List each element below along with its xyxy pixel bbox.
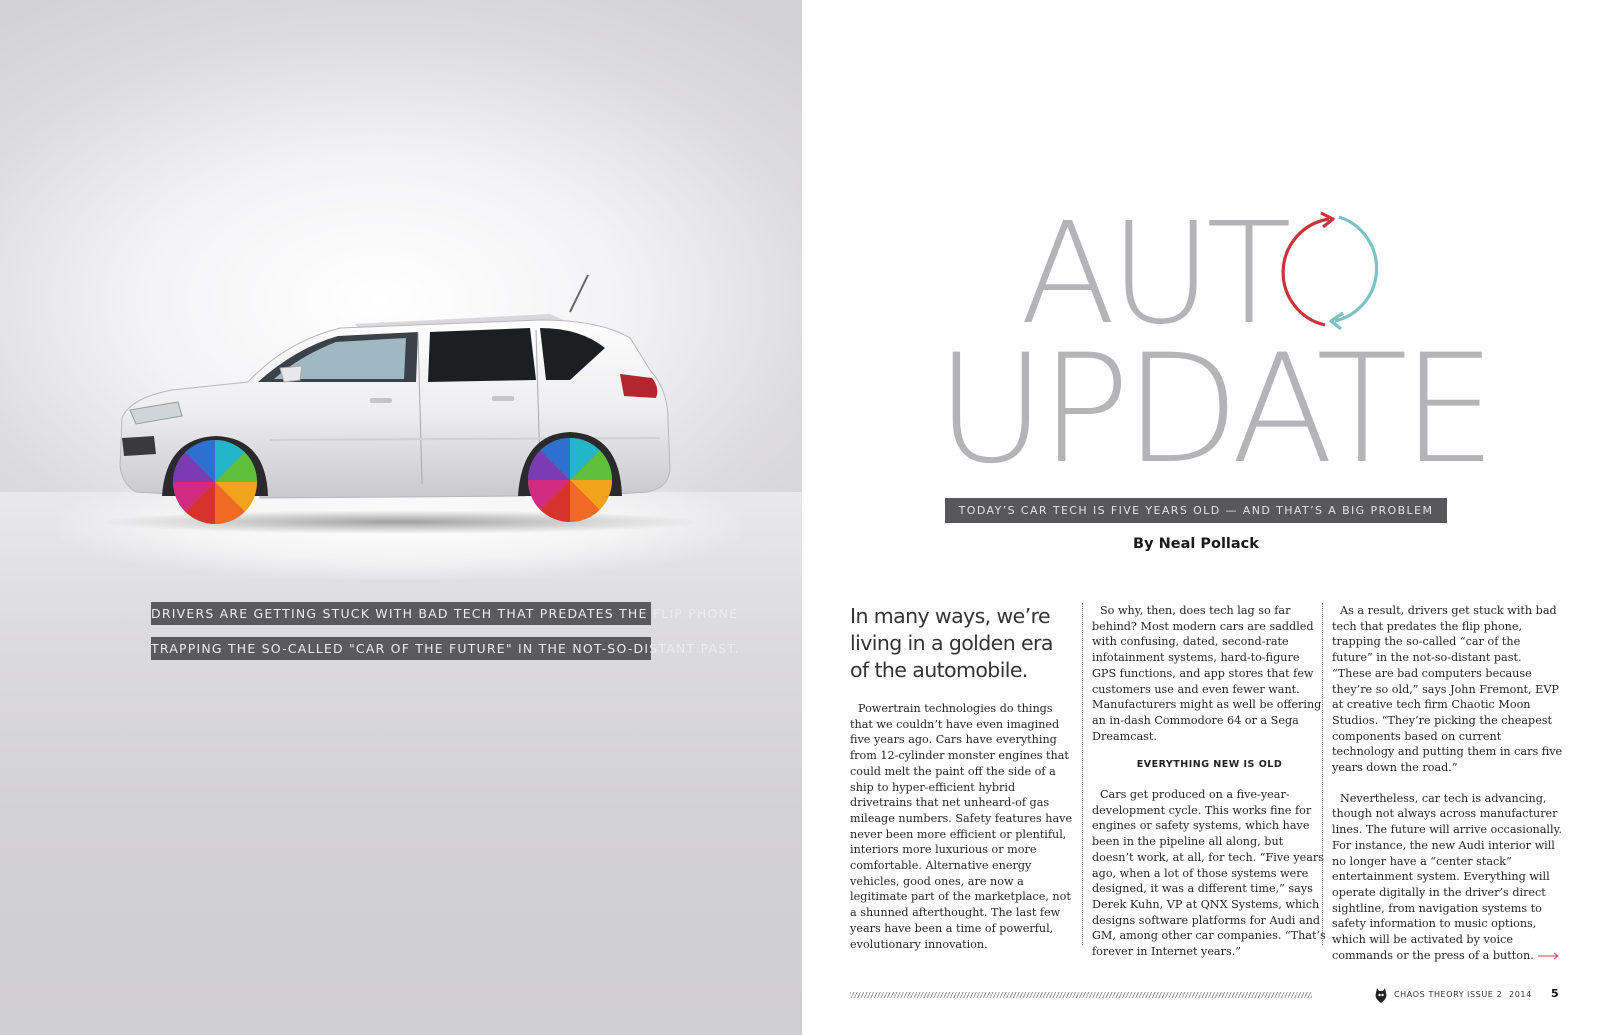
- refresh-cycle-icon: [1267, 205, 1397, 335]
- body-paragraph-final: [1332, 791, 1564, 964]
- body-paragraph: Powertrain technologies do things that we couldn’t have even imagined five years ago. Cars have everything from 12-cylinder monster engines that could melt the paint off the side of a ship to hyper-efficient hybrid drivetrains that net unheard-of gas mileage numbers. Safety features have never been more efficient or plentiful, interiors more luxurious or more comfortable. Alternative energy vehicles, good ones, are now a legitimate part of the marketplace, not a shunned afterthought. The last few years have been a time of powerful, evolutionary innovation.: [850, 702, 1073, 951]
- lede: In many ways, we’re living in a golden era of the automobile.: [850, 604, 1053, 682]
- title-auto: AUT: [1020, 193, 1286, 356]
- footer-hatched-rule: [850, 992, 1312, 998]
- body-paragraph: So why, then, does tech lag so far behind? Most modern cars are saddled with confusing, dated, second-rate infotainment systems, hard-to-figure GPS functions, and app stores that few customers use and even fewer want. Manufacturers might as well be offering an in-dash Commodore 64 or a Sega Dreamcast.: [1092, 604, 1322, 743]
- title-update: UPDATE: [936, 323, 1491, 497]
- article-column-2: [1082, 603, 1327, 959]
- body-paragraph: Cars get produced on a five-year-development cycle. This works fine for engines or safety systems, which have been in the pipeline all along, but doesn’t work, at all, for tech. “Five years ago, when a lot of those systems were designed, it was a different time,” says Derek Kuhn, VP at QNX Systems, which designs software platforms for Audi and GM, among other car companies. “That’s forever in Internet years.”: [1092, 788, 1326, 959]
- chaos-theory-logo-icon: [1374, 986, 1388, 1004]
- caption-line-1: DRIVERS ARE GETTING STUCK WITH BAD TECH THAT PREDATES THE FLIP PHONE: [151, 602, 651, 625]
- body-paragraph-text: Nevertheless, car tech is advancing, though not always across manufacturer lines. The future will arrive occasionally. For instance, the new Audi interior will no longer have a “center stack” entertainment system. Everything will operate digitally in the driver’s direct sightline, from navigation systems to safety information to music options, which will be activated by voice commands or the press of a button.: [1332, 791, 1562, 962]
- page-number: 5: [1551, 987, 1559, 1000]
- section-subhead: EVERYTHING NEW IS OLD: [1136, 759, 1283, 771]
- issue-number: ISSUE 2: [1467, 990, 1503, 999]
- subtitle-bar: TODAY’S CAR TECH IS FIVE YEARS OLD — AND THAT’S A BIG PROBLEM: [945, 498, 1447, 523]
- magazine-name: CHAOS THEORY: [1394, 990, 1465, 999]
- caption-line-2: TRAPPING THE SO-CALLED "CAR OF THE FUTURE" IN THE NOT-SO-DISTANT PAST.: [151, 637, 651, 660]
- issue-year: 2014: [1509, 990, 1532, 999]
- byline: By Neal Pollack: [1133, 536, 1259, 552]
- right-page: [802, 0, 1600, 1035]
- car-image: [100, 270, 700, 550]
- article-column-3: [1322, 603, 1564, 962]
- article-column-1: [850, 603, 1075, 952]
- body-paragraph: As a result, drivers get stuck with bad tech that predates the flip phone, trapping the so-called “car of the future” in the not-so-distant past. “These are bad computers because they’re so old,” says John Fremont, EVP at creative tech firm Chaotic Moon Studios. “They’re picking the cheapest components based on current technology and putting them in cars five years down the road.”: [1332, 604, 1563, 775]
- end-mark-arrow-icon: [1538, 952, 1560, 960]
